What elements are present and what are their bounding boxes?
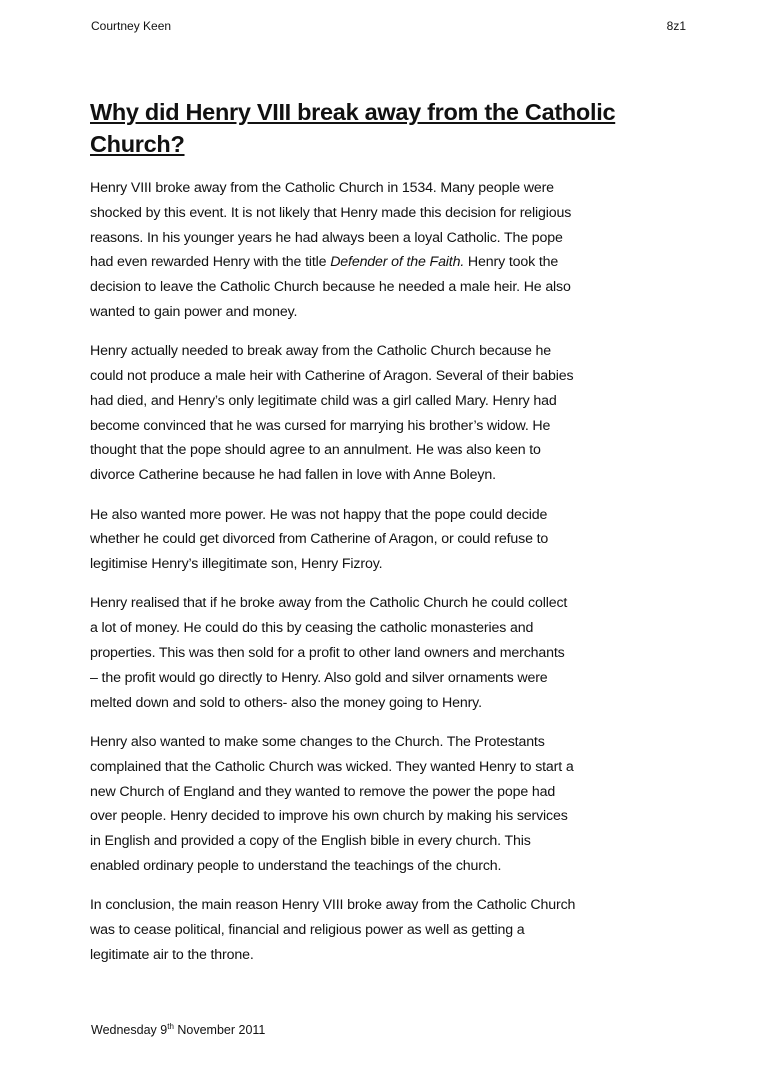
text-line: over people. Henry decided to improve his own church by making his services xyxy=(90,808,568,825)
text-line: whether he could get divorced from Catherine of Aragon, or could refuse to xyxy=(90,531,549,548)
text-line: had died, and Henry’s only legitimate child was a girl called Mary. Henry had xyxy=(90,392,557,409)
title-line: Church? xyxy=(90,131,185,157)
header-author: Courtney Keen xyxy=(91,19,172,33)
text-line: Henry actually needed to break away from the Catholic Church because he xyxy=(90,343,551,360)
paragraph xyxy=(90,893,690,967)
text-line: In conclusion, the main reason Henry VIII broke away from the Catholic Church xyxy=(90,897,576,914)
header-class: 8z1 xyxy=(666,19,686,33)
text-line: decision to leave the Catholic Church because he needed a male heir. He also xyxy=(90,279,571,296)
text-line: divorce Catherine because he had fallen in love with Anne Boleyn. xyxy=(90,467,496,484)
text-segment: Henry took the xyxy=(464,254,559,271)
text-line: new Church of England and they wanted to remove the power the pope had xyxy=(90,783,556,800)
text-line: was to cease political, financial and religious power as well as getting a xyxy=(90,922,525,939)
footer-sup: th xyxy=(167,1022,174,1031)
title-line: Why did Henry VIII break away from the Catholic xyxy=(90,99,616,125)
text-line: complained that the Catholic Church was wicked. They wanted Henry to start a xyxy=(90,758,574,775)
text-line: thought that the pope should agree to an annulment. He was also keen to xyxy=(90,442,541,459)
text-line xyxy=(90,250,690,275)
text-line: shocked by this event. It is not likely that Henry made this decision for religious xyxy=(90,204,572,221)
text-line: wanted to gain power and money. xyxy=(90,303,298,320)
text-line: – the profit would go directly to Henry. Also gold and silver ornaments were xyxy=(90,669,548,686)
text-line: Henry also wanted to make some changes to the Church. The Protestants xyxy=(90,733,545,750)
text-line: enabled ordinary people to understand the teachings of the church. xyxy=(90,857,502,874)
text-line: a lot of money. He could do this by ceasing the catholic monasteries and xyxy=(90,620,534,637)
paragraph xyxy=(90,730,690,879)
paragraph xyxy=(90,339,690,488)
text-line: legitimise Henry’s illegitimate son, Henry Fizroy. xyxy=(90,556,383,573)
page-title xyxy=(90,96,615,160)
text-line: Henry VIII broke away from the Catholic Church in 1534. Many people were xyxy=(90,180,554,196)
text-line: in English and provided a copy of the English bible in every church. This xyxy=(90,833,531,850)
book-title-italic: Defender of the Faith. xyxy=(330,254,465,271)
text-line: properties. This was then sold for a profit to other land owners and merchants xyxy=(90,645,565,662)
text-line: legitimate air to the throne. xyxy=(90,946,254,963)
paragraph xyxy=(90,503,690,577)
text-line: Henry realised that if he broke away from the Catholic Church he could collect xyxy=(90,595,568,612)
footer-date xyxy=(91,1022,265,1037)
footer-day: Wednesday 9 xyxy=(91,1023,168,1038)
text-line: become convinced that he was cursed for marrying his brother’s widow. He xyxy=(90,417,551,434)
document-body xyxy=(90,176,690,982)
paragraph xyxy=(90,591,690,715)
footer-rest: November 2011 xyxy=(173,1023,266,1038)
text-line: could not produce a male heir with Catherine of Aragon. Several of their babies xyxy=(90,368,574,385)
paragraph xyxy=(90,176,690,325)
text-line: He also wanted more power. He was not happy that the pope could decide xyxy=(90,506,548,523)
text-line: reasons. In his younger years he had always been a loyal Catholic. The pope xyxy=(90,229,563,246)
text-line: melted down and sold to others- also the money going to Henry. xyxy=(90,694,482,711)
text-segment: had even rewarded Henry with the title xyxy=(90,254,331,271)
